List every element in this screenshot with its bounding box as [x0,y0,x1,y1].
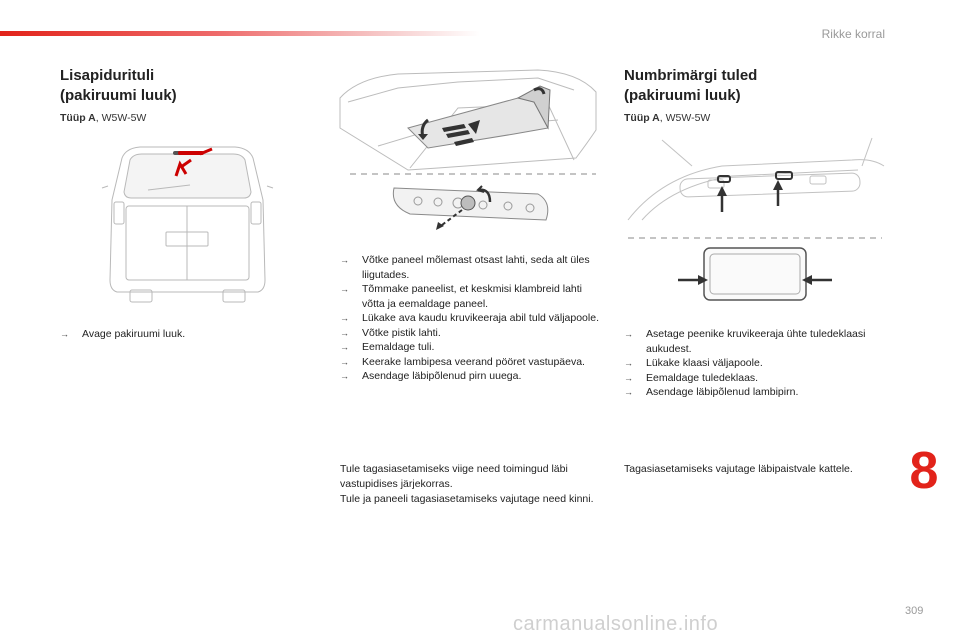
brake-light-type-label: Tüüp A [60,112,96,124]
list-item: → Avage pakiruumi luuk. [60,327,290,342]
plate-light-title-line2: (pakiruumi luuk) [624,87,741,104]
brake-light-refit-note [340,462,602,507]
header-accent-bar [0,31,480,36]
list-item: → Eemaldage tuli. [340,340,602,355]
plate-light-refit-note [624,462,864,477]
brake-light-title-line1: Lisapidurituli [60,67,155,84]
list-item: → Keerake lambipesa veerand pööret vastupäeva. [340,355,602,370]
plate-light-title-line1: Numbrimärgi tuled [624,67,758,84]
list-item: → Eemaldage tuledeklaas. [624,371,879,386]
list-item: → Asendage läbipõlenud pirn uuega. [340,369,602,384]
brake-light-steps [60,327,290,342]
list-item: → Lükake ava kaudu kruvikeeraja abil tuld väljapoole. [340,311,602,326]
plate-light-illustration [622,136,886,308]
brake-light-bulb-type [60,112,146,124]
brake-light-removal-illustration [338,68,600,238]
plate-light-bulb-type [624,112,710,124]
van-rear-illustration [100,140,275,305]
brake-light-type-value: , W5W-5W [95,112,147,124]
section-label: Rikke korral [821,27,885,41]
plate-light-type-label: Tüüp A [624,112,660,124]
plate-refit-note-text: Tagasiasetamiseks vajutage läbipaistvale kattele. [624,463,853,475]
refit-note-line1: Tule tagasiasetamiseks viige need toimingud läbi vastupidises järjekorras. [340,463,568,490]
brake-light-removal-steps [340,253,602,384]
list-item: → Tõmmake paneelist, et keskmisi klambreid lahti võtta ja eemaldage paneel. [340,282,602,311]
brake-light-title [60,66,177,106]
brake-light-title-line2: (pakiruumi luuk) [60,87,177,104]
plate-light-title [624,66,757,106]
list-item: → Võtke paneel mõlemast otsast lahti, seda alt üles liigutades. [340,253,602,282]
page-number: 309 [905,605,924,617]
plate-light-steps [624,327,879,400]
plate-light-type-value: , W5W-5W [659,112,711,124]
list-item: → Asetage peenike kruvikeeraja ühte tuledeklaasi aukudest. [624,327,879,356]
watermark: carmanualsonline.info [513,613,719,635]
chapter-number: 8 [909,442,939,500]
list-item: → Lükake klaasi väljapoole. [624,356,879,371]
refit-note-line2: Tule ja paneeli tagasiasetamiseks vajutage need kinni. [340,493,594,505]
list-item: → Võtke pistik lahti. [340,326,602,341]
list-item: → Asendage läbipõlenud lambipirn. [624,385,879,400]
